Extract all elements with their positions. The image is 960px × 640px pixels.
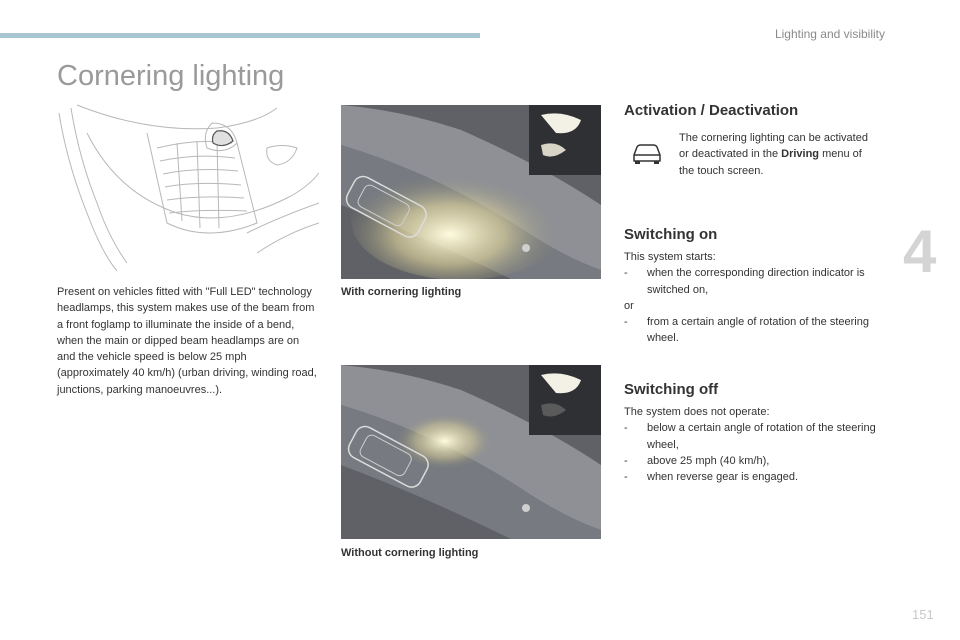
front-foglamp-illustration	[57, 103, 319, 271]
list-item-text: when the corresponding direction indicator is switched on,	[647, 267, 865, 296]
switching-on-lead: This system starts:	[624, 251, 716, 263]
switching-off-block	[624, 404, 886, 485]
header-accent-bar	[0, 33, 480, 38]
list-item-text: when reverse gear is engaged.	[647, 471, 799, 484]
or-separator: or	[624, 299, 634, 312]
intro-paragraph: Present on vehicles fitted with "Full LED" technology headlamps, this system makes use of the beam from a front foglamp to illuminate the inside of a bend, when the main or dipped beam headlamps are on and the vehicle speed is below 25 mph (approximately 40 km/h) (urban driving, winding road, junctions, parking manoeuvres...).	[57, 286, 317, 396]
list-item	[624, 314, 886, 347]
driving-menu-name: Driving	[781, 148, 820, 161]
bullet-dash: -	[624, 454, 628, 467]
list-item	[624, 469, 886, 485]
page-title: Cornering lighting	[57, 60, 285, 92]
bullet-dash: -	[624, 422, 628, 435]
photo-without-cornering-lighting	[341, 365, 601, 539]
activation-text-before: The cornering lighting can be activated or deactivated in the	[679, 132, 868, 161]
switching-on-block	[624, 249, 886, 347]
switching-on-heading: Switching on	[624, 226, 718, 243]
list-item-text: below a certain angle of rotation of the steering wheel,	[647, 422, 876, 451]
chapter-number: 4	[903, 218, 937, 285]
bullet-dash: -	[624, 316, 628, 329]
switching-off-heading: Switching off	[624, 381, 719, 398]
caption-without-cornering-lighting: Without cornering lighting	[341, 547, 479, 559]
caption-with-cornering-lighting: With cornering lighting	[341, 286, 462, 298]
photo-with-cornering-lighting	[341, 105, 601, 279]
activation-text	[679, 130, 879, 179]
list-item-text: above 25 mph (40 km/h),	[647, 454, 770, 467]
activation-heading: Activation / Deactivation	[624, 102, 799, 119]
car-settings-icon	[631, 141, 663, 165]
list-item	[624, 420, 886, 453]
list-item	[624, 265, 886, 298]
list-item	[624, 453, 886, 469]
activation-text-after: menu of the touch screen.	[679, 148, 862, 177]
bullet-dash: -	[624, 267, 628, 280]
switching-off-lead: The system does not operate:	[624, 406, 770, 418]
page-number: 151	[912, 607, 934, 622]
list-item-text: from a certain angle of rotation of the steering wheel.	[647, 316, 869, 345]
bullet-dash: -	[624, 471, 628, 484]
section-title: Lighting and visibility	[774, 27, 885, 41]
